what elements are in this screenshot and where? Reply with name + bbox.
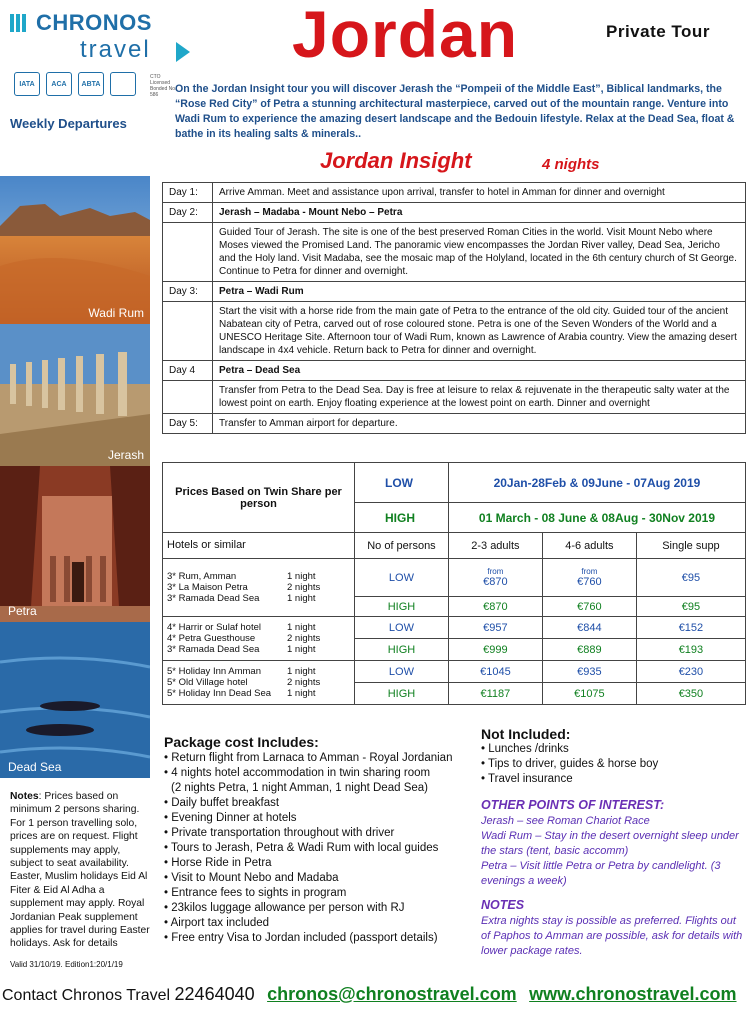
high-season-label: HIGH bbox=[355, 503, 449, 533]
other-points bbox=[481, 814, 743, 889]
notes-text: Extra nights stay is possible as preferred. Flights out of Paphos to Amman are possible, ask for details with lower package rates. bbox=[481, 915, 743, 957]
list-item: • 4 nights hotel accommodation in twin sharing room bbox=[164, 767, 431, 779]
low-label: LOW bbox=[355, 617, 449, 639]
col-2-3-adults: 2-3 adults bbox=[448, 533, 542, 559]
list-item: Wadi Rum – Stay in the desert overnight sleep under the stars (tent, basic accomm) bbox=[481, 830, 739, 857]
logo-arrow-icon bbox=[176, 42, 190, 62]
list-item: • 23kilos luggage allowance per person with RJ bbox=[164, 902, 405, 914]
tour-name: Jordan Insight bbox=[320, 148, 472, 173]
list-item: • Tips to driver, guides & horse boy bbox=[481, 758, 659, 770]
price-cell: €870 bbox=[448, 597, 542, 617]
price-cell: €193 bbox=[636, 639, 745, 661]
photo-wadi-rum bbox=[0, 176, 150, 324]
list-item: • Daily buffet breakfast bbox=[164, 797, 280, 809]
contact-phone: 22464040 bbox=[174, 984, 255, 1004]
day-label: Day 4 bbox=[163, 361, 213, 381]
list-item: • Free entry Visa to Jordan included (passport details) bbox=[164, 932, 438, 944]
table-row bbox=[163, 559, 746, 597]
day-text: Arrive Amman. Meet and assistance upon arrival, transfer to hotel in Amman for dinner and overnight bbox=[213, 183, 746, 203]
contact-label: Contact Chronos Travel bbox=[2, 987, 171, 1004]
validity-text: Valid 31/10/19. Edition1:20/1/19 bbox=[10, 960, 123, 969]
table-row bbox=[163, 661, 746, 683]
page-title: Jordan bbox=[292, 0, 519, 71]
day-blank bbox=[163, 381, 213, 414]
includes-list bbox=[164, 751, 474, 946]
high-label: HIGH bbox=[355, 683, 449, 705]
photo-petra bbox=[0, 466, 150, 622]
day-label: Day 1: bbox=[163, 183, 213, 203]
price-cell: €999 bbox=[448, 639, 542, 661]
photo-jerash bbox=[0, 324, 150, 466]
includes-title: Package cost Includes: bbox=[164, 734, 319, 750]
price-cell: €844 bbox=[542, 617, 636, 639]
wadi-rum-image bbox=[0, 176, 150, 324]
website-link[interactable]: www.chronostravel.com bbox=[529, 984, 737, 1004]
contact-email-link[interactable]: chronos@chronostravel.com bbox=[267, 984, 517, 1004]
list-item: • Private transportation throughout with driver bbox=[164, 827, 395, 839]
day-title: Petra – Dead Sea bbox=[213, 361, 746, 381]
jerash-image bbox=[0, 324, 150, 466]
itinerary-row bbox=[163, 203, 746, 223]
other-points-title: OTHER POINTS OF INTEREST: bbox=[481, 798, 665, 812]
accreditation-badges bbox=[14, 72, 136, 96]
weekly-departures: Weekly Departures bbox=[10, 116, 127, 131]
notes-title: NOTES bbox=[481, 898, 525, 912]
price-cell: €957 bbox=[448, 617, 542, 639]
price-cell: from €870 bbox=[448, 559, 542, 597]
not-included-title: Not Included: bbox=[481, 726, 571, 742]
hotel-list: 3* Rum, Amman 1 night 3* La Maison Petra 2 nights 3* Ramada Dead Sea 1 night bbox=[163, 559, 355, 617]
tour-nights: 4 nights bbox=[542, 156, 600, 173]
photo-label: Jerash bbox=[107, 448, 144, 462]
price-cell: €95 bbox=[636, 559, 745, 597]
col-4-6-adults: 4-6 adults bbox=[542, 533, 636, 559]
high-label: HIGH bbox=[355, 597, 449, 617]
prices-table bbox=[162, 462, 746, 705]
low-season-dates: 20Jan-28Feb & 09June - 07Aug 2019 bbox=[448, 463, 745, 503]
list-item: Petra – Visit little Petra or Petra by candlelight. (3 evenings a week) bbox=[481, 860, 721, 887]
photo-label: Petra bbox=[8, 604, 37, 618]
intro-text: On the Jordan Insight tour you will discover Jerash the “Pompeii of the Middle East”, Biblical landmarks, the “Rose Red City” of Petra a stunning architectural masterpiece, carved out of the mountain range. Venture into Wadi Rum to experience the amazing desert landscape and the Bedouin lifestyle. Relax at the Dead Sea, float & bathe in its healing salts & minerals.. bbox=[175, 83, 735, 140]
contact-line bbox=[2, 984, 737, 1005]
iata-badge-icon: IATA bbox=[14, 72, 40, 96]
high-label: HIGH bbox=[355, 639, 449, 661]
photo-label: Wadi Rum bbox=[88, 306, 144, 320]
hotel-list: 5* Holiday Inn Amman 1 night 5* Old Village hotel 2 nights 5* Holiday Inn Dead Sea 1 night bbox=[163, 661, 355, 705]
hotel-list: 4* Harrir or Sulaf hotel 1 night 4* Petra Guesthouse 2 nights 3* Ramada Dead Sea 1 night bbox=[163, 617, 355, 661]
list-item: • Tours to Jerash, Petra & Wadi Rum with local guides bbox=[164, 842, 439, 854]
left-notes: Notes: Prices based on minimum 2 persons sharing. For 1 person travelling solo, prices are on request. Flight supplements may apply, subject to seat availability. Easter, Muslim holidays Eid Al Fiter & Eid Al Adha a supplement may apply. Royal Jordanian Peak supplement applies for travel during Easter holidays. Ask for details bbox=[10, 791, 150, 950]
abta-badge-icon: ABTA bbox=[78, 72, 104, 96]
col-persons: No of persons bbox=[355, 533, 449, 559]
price-cell: €1187 bbox=[448, 683, 542, 705]
badge-text: CTO Licensed Bonded No. 586 bbox=[150, 74, 177, 98]
day-text: Guided Tour of Jerash. The site is one of the best preserved Roman Cities in the world. Visit Mount Nebo where Moses viewed the Promised Land. The panoramic view encompasses the Jordan River valley, Dead Sea, Jericho and the Holy land. Visit Madaba, see the mosaic map of the Holyland, located in the 6th century church of St George. Continue to Petra for dinner and overnight. bbox=[213, 223, 746, 282]
day-text: Transfer from Petra to the Dead Sea. Day is free at leisure to relax & rejuvenate in the therapeutic salty water at the lowest point on earth. Enjoy floating experience at the lowest point on earth. Dinner and overnight bbox=[213, 381, 746, 414]
high-season-dates: 01 March - 08 June & 08Aug - 30Nov 2019 bbox=[448, 503, 745, 533]
day-blank bbox=[163, 302, 213, 361]
col-hotels: Hotels or similar bbox=[163, 533, 355, 559]
day-label: Day 2: bbox=[163, 203, 213, 223]
itinerary-row bbox=[163, 183, 746, 203]
low-season-label: LOW bbox=[355, 463, 449, 503]
photo-dead-sea bbox=[0, 622, 150, 778]
list-item: • Evening Dinner at hotels bbox=[164, 812, 297, 824]
dead-sea-image bbox=[0, 622, 150, 778]
list-item: • Visit to Mount Nebo and Madaba bbox=[164, 872, 339, 884]
table-row bbox=[163, 617, 746, 639]
low-label: LOW bbox=[355, 559, 449, 597]
itinerary-row bbox=[163, 223, 746, 282]
list-item: (2 nights Petra, 1 night Amman, 1 night Dead Sea) bbox=[171, 782, 428, 794]
price-cell: €760 bbox=[542, 597, 636, 617]
list-item: • Horse Ride in Petra bbox=[164, 857, 272, 869]
list-item: • Lunches /drinks bbox=[481, 743, 569, 755]
logo-name: CHRONOS bbox=[36, 10, 152, 35]
cto-badge-icon bbox=[110, 72, 136, 96]
list-item: • Travel insurance bbox=[481, 773, 573, 785]
itinerary-row bbox=[163, 414, 746, 434]
logo-bars-icon bbox=[10, 14, 32, 32]
list-item: • Airport tax included bbox=[164, 917, 270, 929]
day-title: Jerash – Madaba - Mount Nebo – Petra bbox=[213, 203, 746, 223]
price-cell: €350 bbox=[636, 683, 745, 705]
price-cell: €152 bbox=[636, 617, 745, 639]
price-cell: €935 bbox=[542, 661, 636, 683]
price-cell: €1075 bbox=[542, 683, 636, 705]
logo-sub: travel bbox=[80, 36, 151, 63]
itinerary-row bbox=[163, 361, 746, 381]
aca-badge-icon: ACA bbox=[46, 72, 72, 96]
price-cell: €889 bbox=[542, 639, 636, 661]
day-label: Day 5: bbox=[163, 414, 213, 434]
low-label: LOW bbox=[355, 661, 449, 683]
day-text: Transfer to Amman airport for departure. bbox=[213, 414, 746, 434]
col-single-supp: Single supp bbox=[636, 533, 745, 559]
not-included-list bbox=[481, 742, 658, 787]
price-cell: from €760 bbox=[542, 559, 636, 597]
list-item: Jerash – see Roman Chariot Race bbox=[481, 815, 650, 827]
petra-image bbox=[0, 466, 150, 622]
list-item: • Return flight from Larnaca to Amman - Royal Jordanian bbox=[164, 752, 453, 764]
private-tour-label: Private Tour bbox=[606, 22, 710, 41]
day-title: Petra – Wadi Rum bbox=[213, 282, 746, 302]
prices-header: Prices Based on Twin Share per person bbox=[163, 463, 355, 533]
itinerary-row bbox=[163, 381, 746, 414]
price-cell: €95 bbox=[636, 597, 745, 617]
price-cell: €230 bbox=[636, 661, 745, 683]
photo-label: Dead Sea bbox=[8, 760, 62, 774]
itinerary-table bbox=[162, 182, 746, 434]
day-label: Day 3: bbox=[163, 282, 213, 302]
price-cell: €1045 bbox=[448, 661, 542, 683]
list-item: • Entrance fees to sights in program bbox=[164, 887, 347, 899]
itinerary-row bbox=[163, 282, 746, 302]
day-blank bbox=[163, 223, 213, 282]
itinerary-row bbox=[163, 302, 746, 361]
day-text: Start the visit with a horse ride from the main gate of Petra to the entrance of the old city. Guided tour of the ancient Nabatean city of Petra, carved out of rose coloured stone. Petra is one of the Seven Wonders of the World and a UNESCO Heritage Site. Afternoon tour of Wadi Rum, known as Lawrence of Arabia country. View the amazing desert landscape in 4x4 vehicle. Return back to Petra for dinner and overnight. bbox=[213, 302, 746, 361]
